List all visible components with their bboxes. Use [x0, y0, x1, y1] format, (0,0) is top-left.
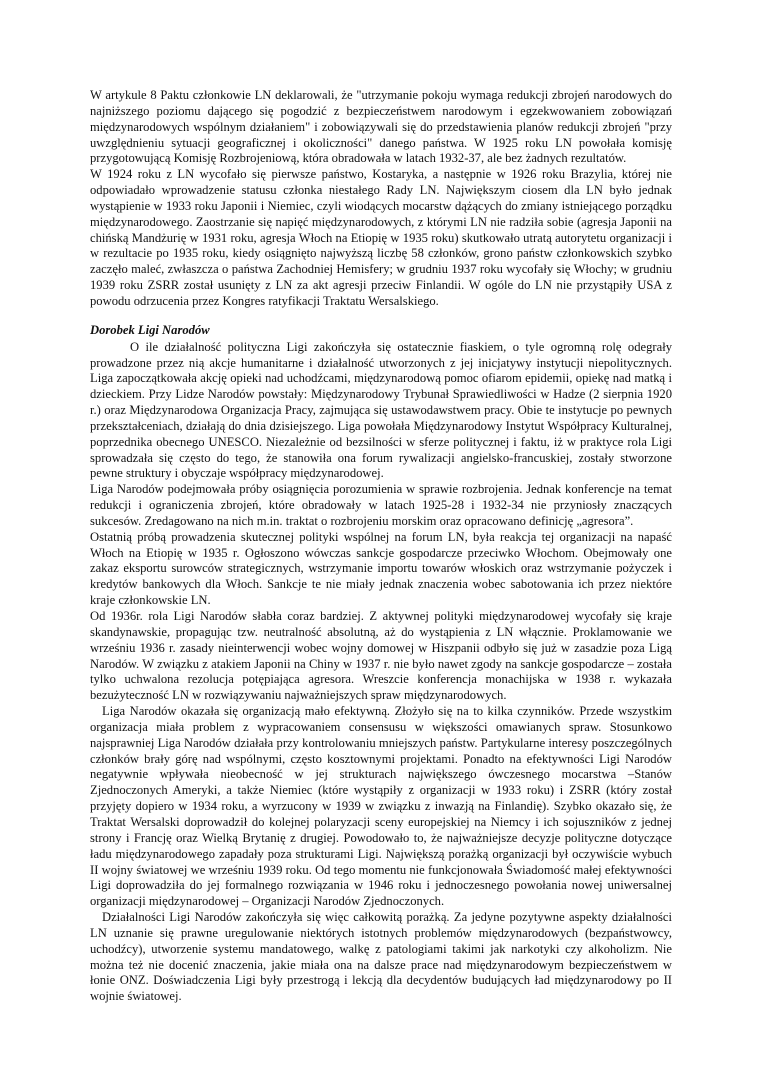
paragraph-decline: Od 1936r. rola Ligi Narodów słabła coraz bardziej. Z aktywnej polityki międzynarodowej wycofały się kraje skandynawskie, propagując tzw. neutralność absolutną, aż do wystąpienia z LN włącznie. Proklamowanie we wrześniu 1936 r. zasady nieinterwencji wobec wojny domowej w Hiszpanii odbyło się już w zasadzie poza Ligą Narodów. W związku z atakiem Japonii na Chiny w 1937 r. nie było nawet zgody na sankcje gospodarcze – została tylko uchwalona rezolucja potępiająca agresora. Wreszcie konferencja monachijska w 1938 r. wykazała bezużyteczność LN w rozwiązywaniu najważniejszych spraw międzynarodowych. [90, 609, 672, 703]
paragraph-conclusion: Działalności Ligi Narodów zakończyła się więc całkowitą porażką. Za jedyne pozytywne aspekty działalności LN uznanie się prawne uregulowanie niektórych istotnych problemów międzynarodowych (bezpaństwowcy, uchodźcy), utworzenie systemu mandatowego, walkę z patologiami takimi jak narkotyki czy alkoholizm. Nie można też nie docenić znaczenia, jakie miała ona na dalsze prace nad międzynarodowym bezpieczeństwem w łonie ONZ. Doświadczenia Ligi były przestrogą i lekcją dla decydentów budujących ład międzynarodowy po II wojnie światowej. [90, 910, 672, 1004]
paragraph-disarmament-article: W artykule 8 Paktu członkowie LN deklarowali, że "utrzymanie pokoju wymaga redukcji zbrojeń narodowych do najniższego poziomu dającego się pogodzić z bezpieczeństwem narodowym i egzekwowaniem zobowiązań międzynarodowych wspólnym działaniem" i zobowiązywali się do przedstawienia planów redukcji zbrojeń "przy uwzględnieniu sytuacji geograficznej i okoliczności" danego państwa. W 1925 roku LN powołała komisję przygotowującą Komisję Rozbrojeniową, która obradowała w latach 1932-37, ale bez żadnych rezultatów. [90, 88, 672, 166]
paragraph-disarmament-attempts: Liga Narodów podejmowała próby osiągnięcia porozumienia w sprawie rozbrojenia. Jednak konferencje na temat redukcji i ograniczenia zbrojeń, które obradowały w latach 1925-28 i 1932-34 nie przyniosły znaczących sukcesów. Zredagowano na nich m.in. traktat o rozbrojeniu morskim oraz opracowano definicję „agresora”. [90, 482, 672, 528]
paragraph-withdrawals: W 1924 roku z LN wycofało się pierwsze państwo, Kostaryka, a następnie w 1926 roku Brazylia, której nie odpowiadało wprowadzenie statusu członka niestałego Rady LN. Największym ciosem dla LN było jednak wystąpienie w 1933 roku Japonii i Niemiec, czyli wiodących mocarstw dążących do zmiany istniejącego porządku międzynarodowego. Zaostrzanie się napięć międzynarodowych, z którymi LN nie radziła sobie (agresja Japonii na chińską Mandżurię w 1931 roku, agresja Włoch na Etiopię w 1935 roku) skutkowało utratą autorytetu organizacji i w rezultacie po 1935 roku, kiedy osiągnięto najwyższą liczbę 58 członków, grono państw członkowskich szybko zaczęło maleć, zwłaszcza o państwa Zachodniej Hemisfery; w grudniu 1937 roku wycofały się Włochy; w grudniu 1939 roku ZSRR został usunięty z LN za akt agresji przeciw Finlandii. W ogóle do LN nie przystąpiły USA z powodu odrzucenia przez Kongres ratyfikacji Traktatu Wersalskiego. [90, 167, 672, 308]
paragraph-ethiopia-sanctions: Ostatnią próbą prowadzenia skutecznej polityki wspólnej na forum LN, była reakcja tej organizacji na napaść Włoch na Etiopię w 1935 r. Ogłoszono wówczas sankcje gospodarcze przeciwko Włochom. Obejmowały one zakaz eksportu surowców strategicznych, wstrzymanie importu towarów włoskich oraz wstrzymanie pożyczek i kredytów bankowych dla Włoch. Sankcje te nie miały jednak znaczenia wobec sabotowania ich przez niektóre kraje członkowskie LN. [90, 529, 672, 608]
paragraph-ineffectiveness: Liga Narodów okazała się organizacją mało efektywną. Złożyło się na to kilka czynników. Przede wszystkim organizacja miała problem z wypracowaniem consensusu w większości omawianych spraw. Stosunkowo najsprawniej Liga Narodów działała przy kontrolowaniu mniejszych państw. Partykularne interesy poszczególnych członków brały górę nad wspólnymi, często kosztownymi projektami. Ponadto na efektywności Ligi Narodów negatywnie wpływała nieobecność w jej strukturach największego ówczesnego mocarstwa –Stanów Zjednoczonych Ameryki, a także Niemiec (które wystąpiły z organizacji w 1933 roku) i ZSRR (który został przyjęty dopiero w 1934 roku, a wyrzucony w 1939 w związku z inwazją na Finlandię). Szybko okazało się, że Traktat Wersalski doprowadził do kolejnej polaryzacji sceny europejskiej na Niemcy i ich sojuszników z jednej strony i Francję oraz Wielką Brytanię z drugiej. Powodowało to, że najważniejsze decyzje polityczne dotyczące ładu międzynarodowego zapadały poza strukturami Ligi. Największą porażką organizacji był oczywiście wybuch II wojny światowej we wrześniu 1939 roku. Od tego momentu nie funkcjonowała Świadomość małej efektywności Ligi doprowadziła do jej formalnego rozwiązania w 1946 roku i jednoczesnego powołania nowej uniwersalnej organizacji międzynarodowej – Organizacji Narodów Zjednoczonych. [90, 704, 672, 909]
document-page [90, 88, 672, 1005]
section-heading: Dorobek Ligi Narodów [90, 322, 210, 337]
paragraph-humanitarian: O ile działalność polityczna Ligi zakończyła się ostatecznie fiaskiem, o tyle ogromną rolę odegrały prowadzone przez nią akcje humanitarne i działalność utworzonych z jej inicjatywy instytucji niepolitycznych. Liga zapoczątkowała akcję opieki nad uchodźcami, międzynarodową pomoc ofiarom epidemii, opiekę nad matką i dzieckiem. Przy Lidze Narodów powstały: Międzynarodowy Trybunał Sprawiedliwości w Hadze (2 sierpnia 1920 r.) oraz Międzynarodowa Organizacja Pracy, zajmująca się ustawodawstwem pracy. Obie te instytucje po pewnych przekształceniach, działają do dnia dzisiejszego. Liga powołała Międzynarodowy Instytut Współpracy Kulturalnej, poprzednika obecnego UNESCO. Niezależnie od bezsilności w sferze politycznej i faktu, iż w praktyce rola Ligi sprowadzała się często do tego, że stanowiła ona forum rywalizacji angielsko-francuskiej, zostały stworzone pewne struktury i obyczaje współpracy międzynarodowej. [90, 339, 672, 481]
